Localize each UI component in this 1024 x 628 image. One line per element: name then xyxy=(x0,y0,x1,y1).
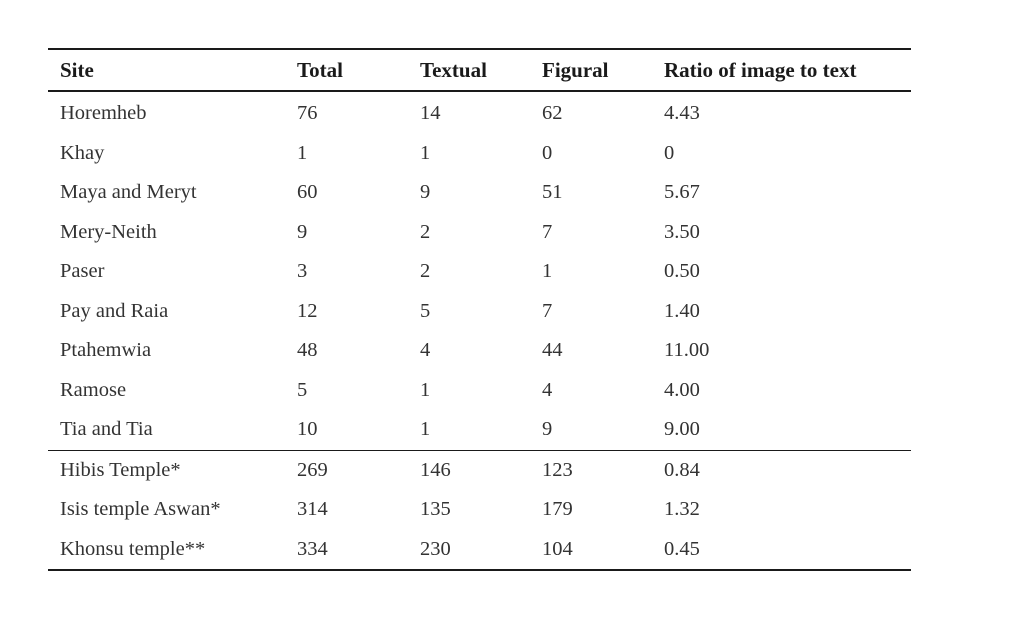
cell-figural: 44 xyxy=(542,339,563,362)
cell-ratio: 0.45 xyxy=(652,530,911,571)
column-header-site: Site xyxy=(60,57,94,82)
cell-total: 10 xyxy=(297,418,318,441)
data-table xyxy=(48,48,911,571)
cell-figural: 104 xyxy=(530,530,652,571)
cell-site: Ramose xyxy=(60,378,127,401)
cell-textual: 5 xyxy=(420,299,431,322)
header-row xyxy=(48,49,911,91)
cell-total: 269 xyxy=(285,450,408,490)
cell-ratio: 1.40 xyxy=(664,299,700,322)
cell-ratio: 0.50 xyxy=(664,260,700,283)
cell-textual: 135 xyxy=(420,498,451,521)
cell-site: Khay xyxy=(60,141,105,164)
table-body-temples xyxy=(48,450,911,570)
cell-site: Tia and Tia xyxy=(60,418,153,441)
cell-total: 314 xyxy=(297,498,328,521)
cell-textual: 2 xyxy=(420,260,431,283)
cell-ratio: 0.84 xyxy=(652,450,911,490)
cell-figural: 123 xyxy=(530,450,652,490)
cell-textual: 2 xyxy=(420,220,431,243)
cell-total: 5 xyxy=(297,378,308,401)
table-row xyxy=(48,450,911,490)
cell-site: Isis temple Aswan* xyxy=(60,498,221,521)
table-row xyxy=(48,213,911,253)
table-row xyxy=(48,91,911,134)
table-row xyxy=(48,371,911,411)
cell-figural: 51 xyxy=(542,181,563,204)
cell-site: Hibis Temple* xyxy=(48,450,285,490)
cell-site: Pay and Raia xyxy=(60,299,169,322)
cell-textual: 146 xyxy=(408,450,530,490)
cell-site: Ptahemwia xyxy=(60,339,152,362)
cell-figural: 9 xyxy=(542,418,553,441)
cell-ratio: 4.43 xyxy=(664,102,700,125)
table-row xyxy=(48,530,911,571)
column-header-textual: Textual xyxy=(420,57,487,82)
cell-total: 1 xyxy=(297,141,308,164)
cell-ratio: 11.00 xyxy=(664,339,710,362)
cell-total: 48 xyxy=(297,339,318,362)
cell-ratio: 9.00 xyxy=(664,418,700,441)
cell-total: 76 xyxy=(297,102,318,125)
table-row xyxy=(48,292,911,332)
cell-ratio: 4.00 xyxy=(664,378,700,401)
table-row xyxy=(48,134,911,174)
cell-figural: 7 xyxy=(542,299,553,322)
cell-ratio: 5.67 xyxy=(664,181,700,204)
cell-textual: 14 xyxy=(420,102,441,125)
cell-site: Khonsu temple** xyxy=(48,530,285,571)
cell-total: 334 xyxy=(285,530,408,571)
cell-textual: 9 xyxy=(420,181,431,204)
table-body-tombs xyxy=(48,91,911,450)
data-table-container xyxy=(48,48,911,571)
cell-ratio: 1.32 xyxy=(664,498,700,521)
cell-textual: 1 xyxy=(420,418,431,441)
cell-textual: 1 xyxy=(420,141,431,164)
cell-figural: 0 xyxy=(542,141,553,164)
cell-figural: 4 xyxy=(542,378,553,401)
table-header xyxy=(48,49,911,91)
table-row xyxy=(48,490,911,530)
column-header-figural: Figural xyxy=(542,57,609,82)
cell-textual: 1 xyxy=(420,378,431,401)
cell-total: 9 xyxy=(297,220,308,243)
column-header-total: Total xyxy=(297,57,343,82)
table-row xyxy=(48,173,911,213)
cell-site: Horemheb xyxy=(60,102,147,125)
cell-ratio: 3.50 xyxy=(664,220,700,243)
cell-figural: 62 xyxy=(542,102,563,125)
cell-figural: 7 xyxy=(542,220,553,243)
cell-textual: 4 xyxy=(420,339,431,362)
cell-textual: 230 xyxy=(408,530,530,571)
cell-ratio: 0 xyxy=(664,141,675,164)
table-row xyxy=(48,331,911,371)
cell-site: Paser xyxy=(60,260,105,283)
cell-total: 3 xyxy=(297,260,308,283)
cell-site: Maya and Meryt xyxy=(60,181,197,204)
cell-site: Mery-Neith xyxy=(60,220,157,243)
cell-total: 60 xyxy=(297,181,318,204)
cell-figural: 179 xyxy=(542,498,573,521)
table-row xyxy=(48,410,911,450)
cell-figural: 1 xyxy=(542,260,553,283)
column-header-ratio: Ratio of image to text xyxy=(664,57,857,82)
cell-total: 12 xyxy=(297,299,318,322)
table-row xyxy=(48,252,911,292)
